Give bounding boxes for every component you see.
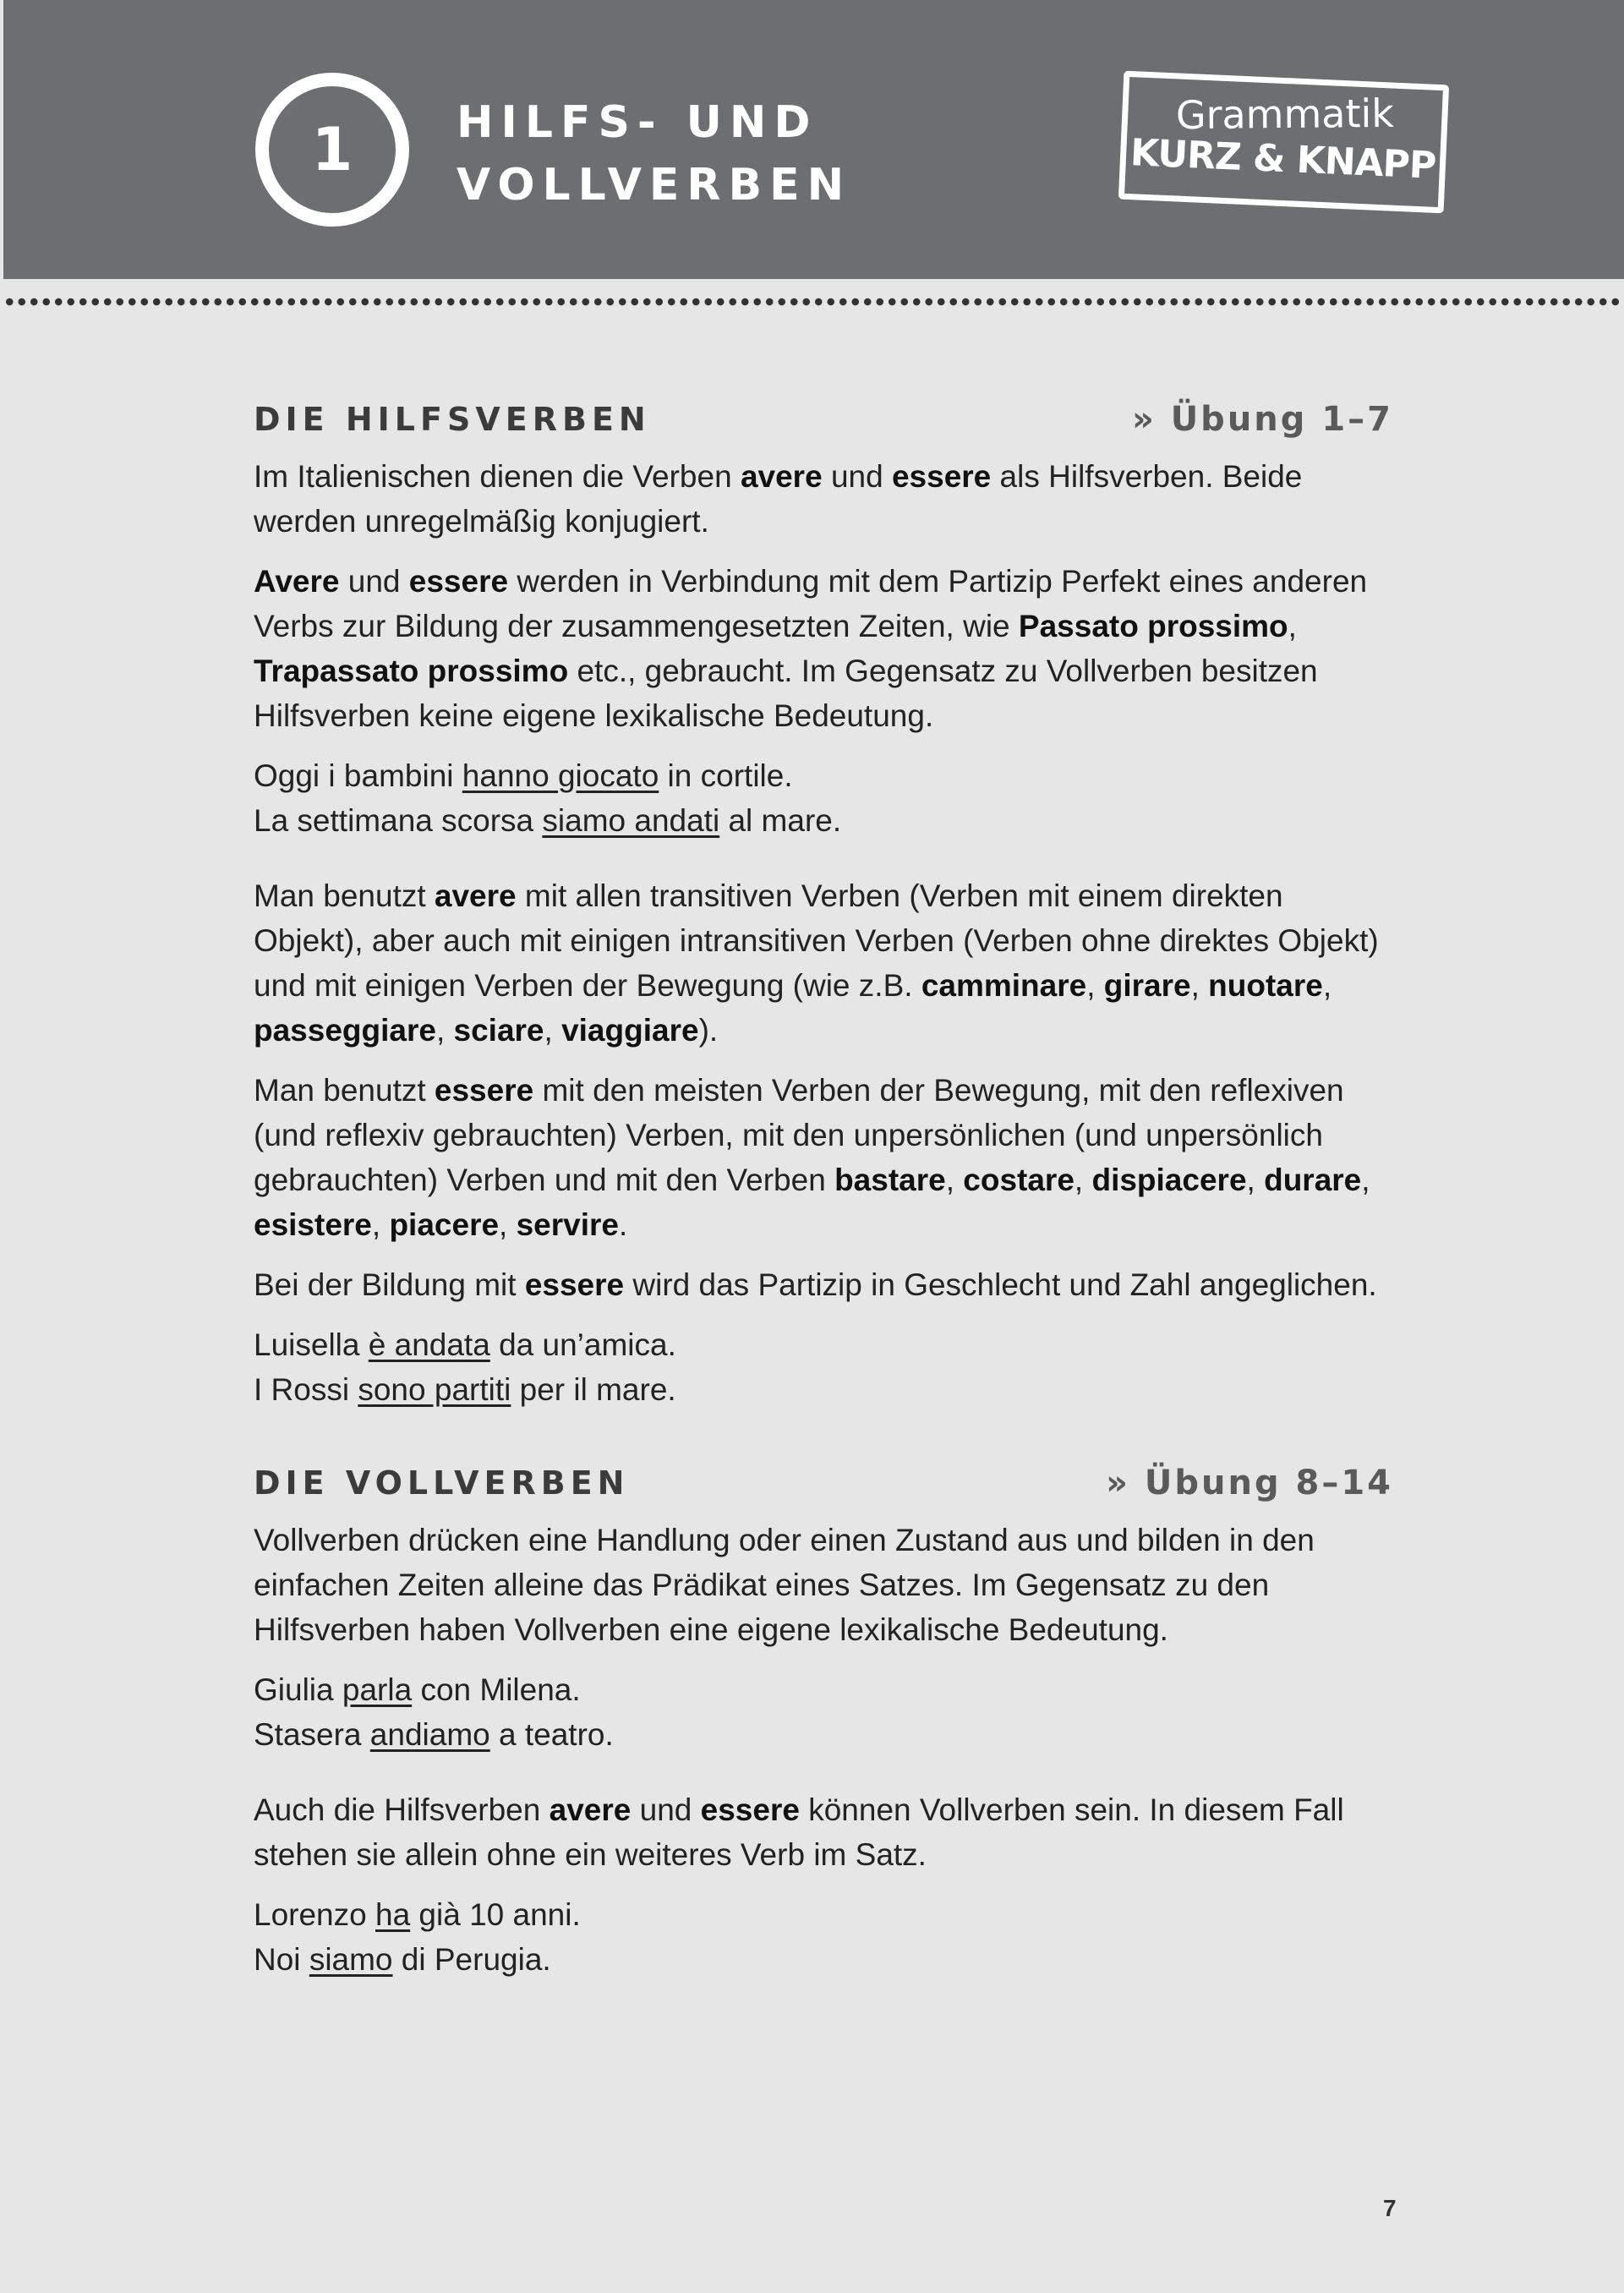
paragraph: Man benutzt avere mit allen transitiven Verben (Verben mit einem direkten Objekt), aber auch mit einigen intransitiven Verben (Verben ohne direktes Objekt) und mit einigen Verben der Bewegung (wie z.B. camminare, girare, nuotare, passeggiare, sciare, viaggiare). — [254, 878, 1379, 1048]
section-heading-hilfsverben — [254, 397, 1393, 442]
page-content — [254, 397, 1393, 1982]
chapter-header — [3, 0, 1624, 279]
example-sentences — [254, 1322, 1393, 1412]
stamp-line1: Grammatik — [1175, 90, 1395, 139]
example-sentences — [254, 1892, 1393, 1982]
paragraph: Man benutzt essere mit den meisten Verben der Bewegung, mit den reflexiven (und reflexiv gebrauchten) Verben, mit den unpersönlichen (und unpersönlich gebrauchten) Verben und mit den Verben bastare, costare, dispiacere, durare, esistere, piacere, servire. — [254, 1073, 1370, 1242]
example-sentence: Giulia parla con Milena. — [254, 1672, 581, 1707]
chapter-number-badge — [255, 73, 409, 227]
chapter-title — [457, 91, 851, 216]
exercise-reference: » Übung 8–14 — [1106, 1464, 1393, 1502]
paragraph: Vollverben drücken eine Handlung oder einen Zustand aus und bilden in den einfachen Zeiten alleine das Prädikat eines Satzes. Im Gegensatz zu den Hilfsverben haben Vollverben eine eigene lexikalische Bedeutung. — [254, 1523, 1315, 1647]
example-sentence: Luisella è andata da un’amica. — [254, 1327, 676, 1362]
dotted-divider — [3, 296, 1624, 308]
example-sentences — [254, 1667, 1393, 1757]
example-sentence: La settimana scorsa siamo andati al mare. — [254, 803, 842, 838]
example-sentences — [254, 753, 1393, 843]
chapter-number: 1 — [311, 115, 353, 184]
section-title: DIE VOLLVERBEN — [254, 1464, 630, 1502]
chapter-title-line2: VOLLVERBEN — [457, 160, 852, 211]
section-heading-vollverben — [254, 1461, 1393, 1506]
paragraph: Im Italienischen dienen die Verben avere und essere als Hilfsverben. Beide werden unregelmäßig konjugiert. — [254, 459, 1303, 539]
grammar-stamp — [1118, 71, 1449, 214]
paragraph: Auch die Hilfsverben avere und essere können Vollverben sein. In diesem Fall stehen sie allein ohne ein weiteres Verb im Satz. — [254, 1792, 1344, 1872]
paragraph: Bei der Bildung mit essere wird das Partizip in Geschlecht und Zahl angeglichen. — [254, 1267, 1377, 1302]
example-sentence: Noi siamo di Perugia. — [254, 1942, 551, 1977]
section-title: DIE HILFSVERBEN — [254, 401, 651, 438]
paragraph: Avere und essere werden in Verbindung mit dem Partizip Perfekt eines anderen Verbs zur Bildung der zusammengesetzten Zeiten, wie Passato prossimo, Trapassato prossimo etc., gebraucht. Im Gegensatz zu Vollverben besitzen Hilfsverben keine eigene lexikalische Bedeutung. — [254, 564, 1368, 733]
example-sentence: Stasera andiamo a teatro. — [254, 1717, 614, 1752]
exercise-reference: » Übung 1–7 — [1131, 400, 1393, 439]
example-sentence: Lorenzo ha già 10 anni. — [254, 1897, 581, 1932]
page-number: 7 — [1383, 2195, 1397, 2221]
example-sentence: Oggi i bambini hanno giocato in cortile. — [254, 758, 793, 793]
chapter-title-line1: HILFS- UND — [457, 97, 818, 148]
example-sentence: I Rossi sono partiti per il mare. — [254, 1372, 676, 1407]
stamp-line2: KURZ & KNAPP — [1129, 131, 1437, 188]
